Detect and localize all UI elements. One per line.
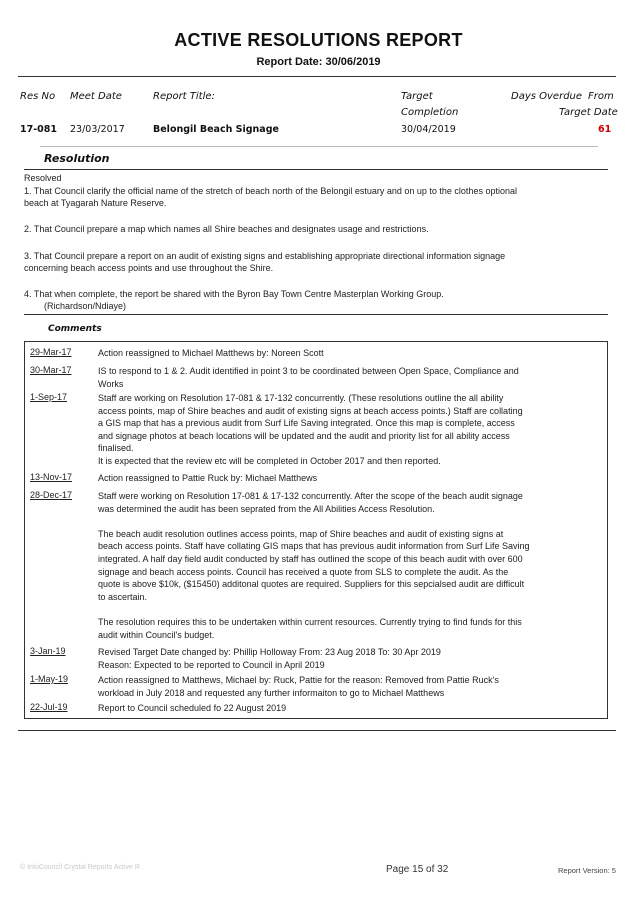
comment-line: and signage photos at beach locations will be updated and the audit and priority list for all ability access [98,430,510,441]
comment-line: Action reassigned to Pattie Ruck by: Michael Matthews [98,473,318,483]
resolution-divider [24,169,608,170]
comment-date: 28-Dec-17 [30,490,73,500]
comment-line: Staff were working on Resolution 17-081 & 17-132 concurrently. After the scope of the beach audit signage [98,491,523,501]
comment-line: workload in July 2018 and requested any further informaiton to go to Michael Matthews [98,687,445,698]
comment-line: Revised Target Date changed by: Phillip Holloway From: 23 Aug 2018 To: 30 Apr 2019 [98,647,441,657]
report-title: ACTIVE RESOLUTIONS REPORT [174,30,463,50]
comment-line: to ascertain. [98,591,148,602]
comment-line: Report to Council scheduled fo 22 August 2019 [98,703,287,713]
comment-line: was determined the audit has been seprated from the All Abilities Access Resolution. [98,503,435,514]
comment-date: 29-Mar-17 [30,347,72,357]
resolution-resolved: Resolved [24,173,62,183]
comment-text [98,490,568,641]
comment-line: Works [98,378,124,389]
footer-source: © InfoCouncil Crystal Reports Active R [20,864,140,871]
col-report-title: Report Title: [153,91,215,102]
comment-text [98,674,568,699]
comment-line: beach access points. Staff have collating GIS maps that has previous audit information from Surf Life Saving [98,541,530,552]
comment-text [98,365,568,390]
comment-line: Staff are working on Resolution 17-081 & 17-132 concurrently. (These resolutions outline the all ability [98,393,504,403]
record-days-overdue: 61 [598,124,612,135]
col-meet-date: Meet Date [70,91,122,102]
footer-page-number: Page 15 of 32 [386,864,449,875]
record-divider [40,146,598,147]
col-days-overdue: Days Overdue [511,91,583,102]
resolution-point-2: 2. That Council prepare a map which names all Shire beaches and designates usage and restrictions. [24,224,429,234]
comments-heading: Comments [48,324,102,334]
col-from: From [588,91,614,102]
resolution-point-1a: 1. That Council clarify the official name of the stretch of beach north of the Belongil estuary and on up to the clothes optional [24,186,517,196]
comment-line: access points, map of Shire beaches and audit of existing signs at beach access points.) Staff are collating [98,405,523,416]
record-title: Belongil Beach Signage [153,124,279,135]
record-target-completion: 30/04/2019 [401,124,456,135]
col-target-completion: Completion [401,107,459,118]
resolution-movers: (Richardson/Ndiaye) [44,301,127,311]
comment-line: quote is above $10k, ($15450) additonal quotes are required. Suppliers for this sepcialsed audit are difficult [98,579,525,590]
comment-line: The resolution requires this to be undertaken within current resources. Currently trying to find funds for this [98,616,522,627]
record-meet-date: 23/03/2017 [70,124,125,135]
comment-line: Action reassigned to Michael Matthews by: Noreen Scott [98,348,324,358]
record-res-no: 17-081 [20,124,57,135]
comment-date: 13-Nov-17 [30,472,73,482]
comment-line: integrated. A half day field audit conducted by staff has outlined the scope of this beach audit with over 600 [98,553,523,564]
bottom-divider [18,730,616,731]
comment-text [98,347,568,360]
comment-date: 1-Sep-17 [30,392,68,402]
comment-date: 1-May-19 [30,674,69,684]
header-divider [18,76,616,77]
col-target-date: Target Date [559,107,618,118]
footer-report-version: Report Version: 5 [558,866,616,875]
comment-line: Action reassigned to Matthews, Michael by: Ruck, Pattie for the reason: Removed from Pattie Ruck's [98,675,499,685]
comment-date: 3-Jan-19 [30,646,66,656]
comment-text [98,646,568,671]
comment-date: 30-Mar-17 [30,365,72,375]
comment-date: 22-Jul-19 [30,702,68,712]
comment-line: The beach audit resolution outlines access points, map of Shire beaches and audit of existing signs at [98,528,504,539]
comment-line: IS to respond to 1 & 2. Audit identified in point 3 to be coordinated between Open Space, Compliance and [98,366,519,376]
comment-line: signage and beach access points. Council has received a quote from SLS to complete the audit. As the [98,566,509,577]
resolution-heading: Resolution [44,152,110,165]
resolution-point-3a: 3. That Council prepare a report on an audit of existing signs and establishing appropriate directional information signage [24,251,506,261]
comment-line [98,603,568,616]
resolution-point-4a: 4. That when complete, the report be shared with the Byron Bay Town Centre Masterplan Working Group. [24,289,444,299]
comment-line: a GIS map that has a previous audit from Surf Life Saving integrated. Once this map is complete, access [98,418,515,429]
comment-text [98,392,568,468]
comment-line: finalised. [98,443,134,454]
comment-text [98,472,568,485]
comment-line: It is expected that the review etc will be completed in October 2017 and then reported. [98,455,441,466]
col-target: Target [401,91,433,102]
comment-text [98,702,568,715]
comment-line: audit within Council's budget. [98,629,215,640]
comments-divider [24,314,608,315]
report-date: Report Date: 30/06/2019 [256,56,381,68]
comment-line: Reason: Expected to be reported to Council in April 2019 [98,659,325,670]
col-res-no: Res No [20,91,56,102]
comment-line [98,515,568,528]
resolution-point-3b: concerning beach access points and use throughout the Shire. [24,263,274,273]
resolution-point-1b: beach at Tyagarah Nature Reserve. [24,198,167,208]
